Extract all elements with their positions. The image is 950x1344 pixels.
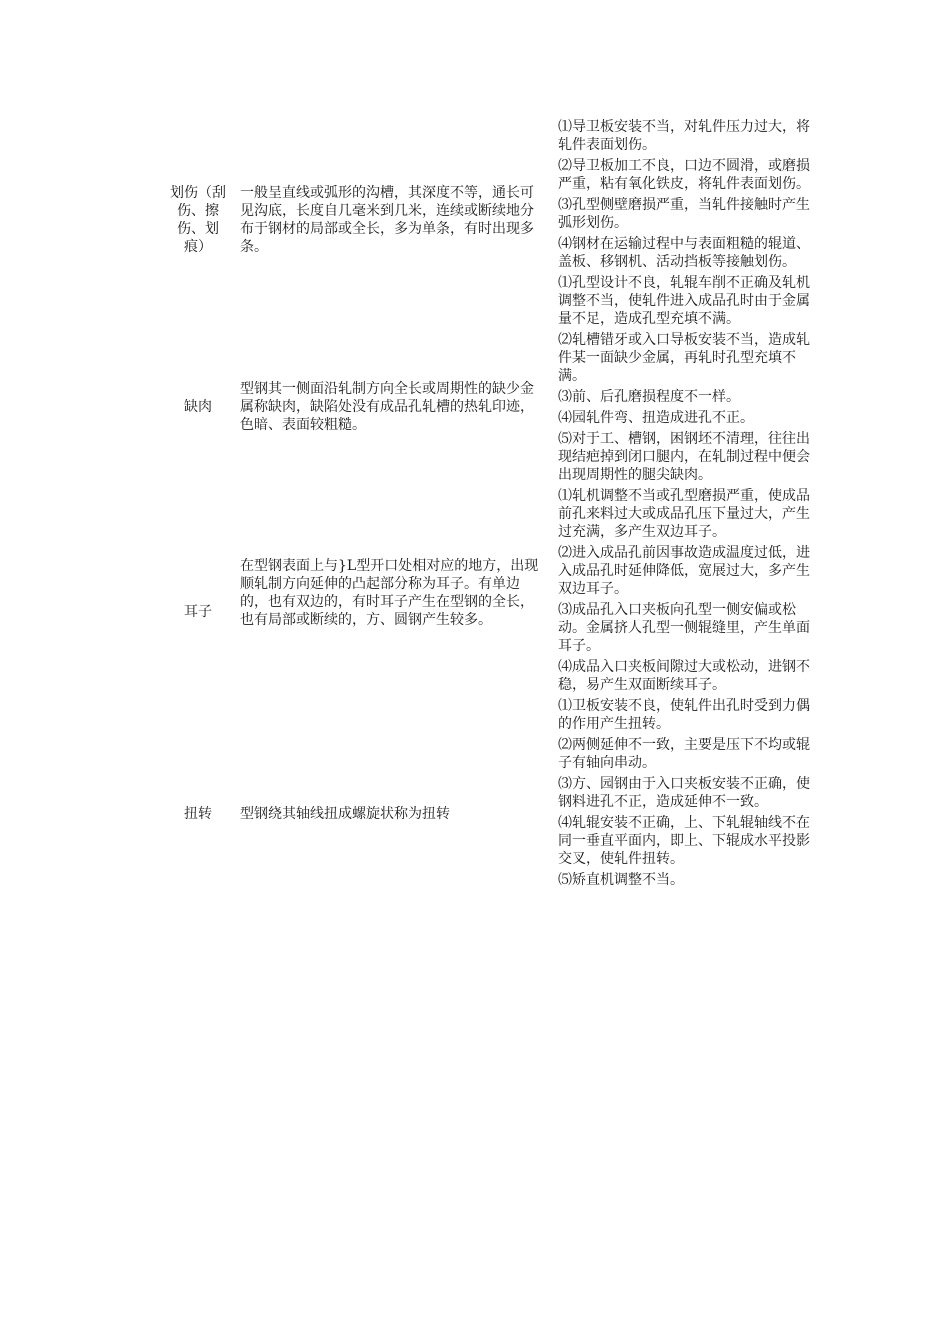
- table-row: [160, 487, 820, 697]
- cause-item: ⑴孔型设计不良，轧辊车削不正确及轧机调整不当，使轧件进入成品孔时由于金属量不足，造成孔型充填不满。: [558, 275, 810, 327]
- cause-item: ⑷园轧件弯、扭造成进孔不正。: [558, 410, 754, 426]
- cause-item: ⑵两侧延伸不一致，主要是压下不均或辊子有轴向串动。: [558, 737, 810, 771]
- cause-item: ⑴卫板安装不良，使轧件出孔时受到力偶的作用产生扭转。: [558, 698, 810, 732]
- defect-table: [160, 118, 820, 892]
- defect-causes: [558, 274, 812, 487]
- cause-item: ⑷钢材在运输过程中与表面粗糙的辊道、盖板、移钢机、活动挡板等接触划伤。: [558, 236, 810, 270]
- defect-name: 划伤（刮 伤、擦 伤、划 痕）: [170, 185, 226, 255]
- table-row: [160, 274, 820, 487]
- defect-causes: [558, 487, 812, 697]
- defect-description: 型钢其一侧面沿轧制方向全长或周期性的缺少金属称缺肉，缺陷处没有成品孔轧槽的热轧印迹，色暗、表面较粗糙。: [240, 381, 534, 433]
- defect-name: 耳子: [184, 604, 212, 620]
- cause-item: ⑴导卫板安装不当，对轧件压力过大，将轧件表面划伤。: [558, 119, 810, 153]
- cause-item: ⑶前、后孔磨损程度不一样。: [558, 389, 740, 405]
- defect-causes: [558, 118, 812, 274]
- defect-causes: [558, 697, 812, 892]
- table-row: [160, 118, 820, 274]
- table-row: [160, 697, 820, 892]
- cause-item: ⑶方、园钢由于入口夹板安装不正确，使钢料进孔不正，造成延伸不一致。: [558, 776, 810, 810]
- cause-item: ⑵轧槽错牙或入口导板安装不当，造成轧件某一面缺少金属，再轧时孔型充填不满。: [558, 332, 810, 384]
- defect-description: 在型钢表面上与}L型开口处相对应的地方，出现顺轧制方向延伸的凸起部分称为耳子。有单边的，也有双边的，有时耳子产生在型钢的全长，也有局部或断续的，方、圆钢产生较多。: [240, 558, 539, 628]
- cause-item: ⑸对于工、槽钢，困钢坯不清理，往往出现结疤掉到闭口腿内，在轧制过程中便会出现周期性的腿尖缺肉。: [558, 431, 810, 483]
- cause-item: ⑶成品孔入口夹板向孔型一侧安偏或松动。金属挤人孔型一侧辊缝里，产生单面耳子。: [558, 602, 810, 654]
- cause-item: ⑴轧机调整不当或孔型磨损严重，使成品前孔来料过大或成品孔压下量过大，产生过充满，多产生双边耳子。: [558, 488, 810, 540]
- cause-item: ⑵导卫板加工不良，口边不圆滑，或磨损严重，粘有氧化铁皮，将轧件表面划伤。: [558, 158, 810, 192]
- defect-description: 型钢绕其轴线扭成螺旋状称为扭转: [240, 806, 450, 822]
- cause-item: ⑵进入成品孔前因事故造成温度过低，进入成品孔时延伸降低，宽展过大，多产生双边耳子。: [558, 545, 810, 597]
- defect-name: 缺肉: [184, 399, 212, 415]
- cause-item: ⑸矫直机调整不当。: [558, 872, 684, 888]
- defect-name: 扭转: [184, 806, 212, 822]
- cause-item: ⑷轧辊安装不正确，上、下轧辊轴线不在同一垂直平面内，即上、下辊成水平投影交叉，使轧件扭转。: [558, 815, 810, 867]
- defect-description: 一般呈直线或弧形的沟槽，其深度不等，通长可见沟底，长度自几毫米到几米，连续或断续地分布于钢材的局部或全长，多为单条，有时出现多条。: [240, 185, 534, 255]
- cause-item: ⑶孔型侧壁磨损严重，当轧件接触时产生弧形划伤。: [558, 197, 810, 231]
- cause-item: ⑷成品入口夹板间隙过大或松动，进钢不稳，易产生双面断续耳子。: [558, 659, 810, 693]
